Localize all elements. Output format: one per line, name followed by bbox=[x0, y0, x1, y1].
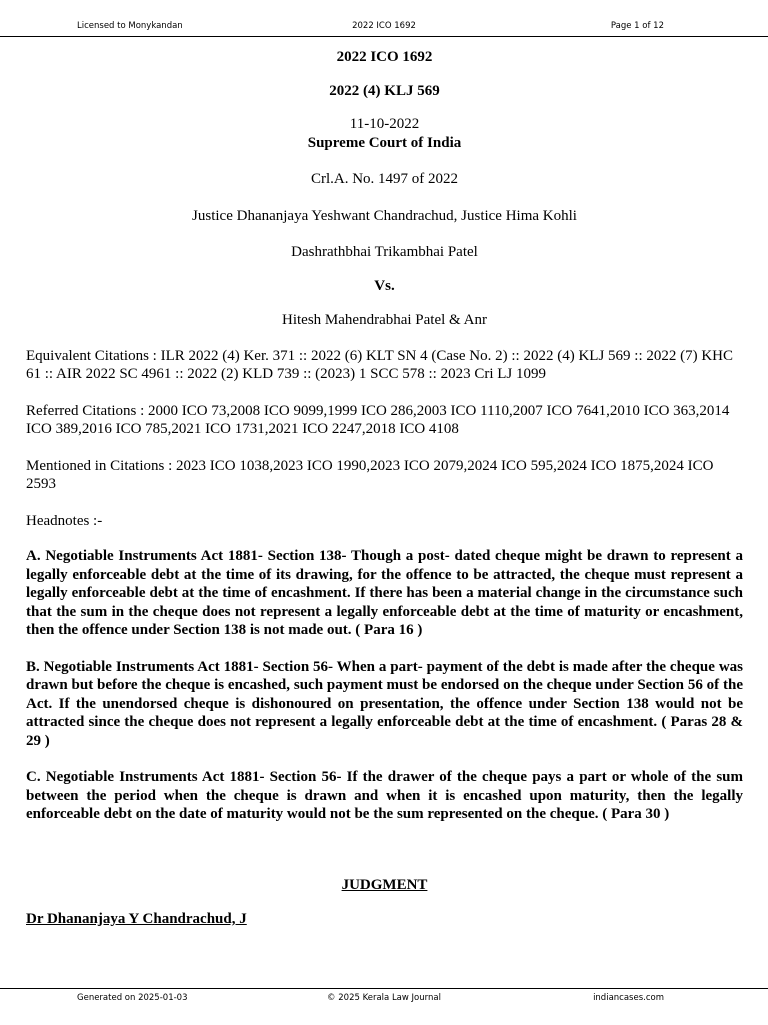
mentioned-citations: Mentioned in Citations : 2023 ICO 1038,2023 ICO 1990,2023 ICO 2079,2024 ICO 595,2024 ICO 1875,2024 ICO 2593 bbox=[26, 457, 714, 492]
judgment-heading: JUDGMENT bbox=[341, 876, 428, 893]
document-body bbox=[26, 46, 743, 929]
site-link[interactable]: indiancases.com bbox=[593, 993, 664, 1003]
citation-secondary: 2022 (4) KLJ 569 bbox=[329, 82, 440, 99]
headnotes-label: Headnotes :- bbox=[26, 512, 103, 529]
page-footer bbox=[0, 988, 768, 1025]
equivalent-citations: Equivalent Citations : ILR 2022 (4) Ker. 371 :: 2022 (6) KLT SN 4 (Case No. 2) :: 2022 (4) KLJ 569 :: 2022 (7) KHC 61 :: AIR 2022 SC 4961 :: 2022 (2) KLD 739 :: (2023) 1 SCC 578 :: 2023 Cri LJ 1099 bbox=[26, 347, 734, 382]
generated-date: Generated on 2025-01-03 bbox=[77, 993, 188, 1003]
citation-primary: 2022 ICO 1692 bbox=[336, 49, 433, 65]
referred-citations: Referred Citations : 2000 ICO 73,2008 ICO 9099,1999 ICO 286,2003 ICO 1110,2007 ICO 7641,2010 ICO 363,2014 ICO 389,2016 ICO 785,2021 ICO 1731,2021 ICO 2247,2018 ICO 4108 bbox=[26, 402, 730, 437]
copyright-text: © 2025 Kerala Law Journal bbox=[327, 993, 441, 1003]
headnote-c: C. Negotiable Instruments Act 1881- Section 56- If the drawer of the cheque pays a part or whole of the sum between the period when the cheque is drawn and when it is encashed upon maturity, then the legally enforceable debt on the date of maturity would not be the sum represented on the cheque. ( Para 30 ) bbox=[26, 769, 743, 822]
judgment-date: 11-10-2022 bbox=[349, 116, 420, 132]
page-number: Page 1 of 12 bbox=[610, 21, 664, 31]
judgment-author: Dr Dhananjaya Y Chandrachud, J bbox=[26, 911, 247, 927]
respondent: Hitesh Mahendrabhai Patel & Anr bbox=[282, 312, 487, 328]
judges: Justice Dhananjaya Yeshwant Chandrachud, Justice Hima Kohli bbox=[192, 207, 577, 224]
appellant: Dashrathbhai Trikambhai Patel bbox=[291, 244, 478, 260]
case-number: Crl.A. No. 1497 of 2022 bbox=[310, 171, 459, 187]
versus: Vs. bbox=[374, 277, 395, 294]
court-name: Supreme Court of India bbox=[307, 134, 462, 151]
license-text: Licensed to Monykandan bbox=[77, 21, 183, 31]
headnote-b: B. Negotiable Instruments Act 1881- Section 56- When a part- payment of the debt is made after the cheque was drawn but before the cheque is encashed, such payment must be endorsed on the cheque under Section 56 of the Act. If the unendorsed cheque is dishonoured on presentation, the offence under Section 138 would not be attracted since the cheque does not represent a legally enforceable debt at the time of encashment. ( Paras 28 & 29 ) bbox=[26, 658, 743, 749]
header-citation: 2022 ICO 1692 bbox=[352, 21, 416, 31]
page-header bbox=[0, 0, 768, 37]
headnote-a: A. Negotiable Instruments Act 1881- Section 138- Though a post- dated cheque might be drawn to represent a legally enforceable debt at the time of its drawing, for the offence to be attracted, the cheque must represent a legally enforceable debt at the time of encashment. If there has been a material change in the circumstance such that the sum in the cheque does not represent a legally enforceable debt at the time of maturity or encashment, then the offence under Section 138 is not made out. ( Para 16 ) bbox=[26, 548, 743, 638]
